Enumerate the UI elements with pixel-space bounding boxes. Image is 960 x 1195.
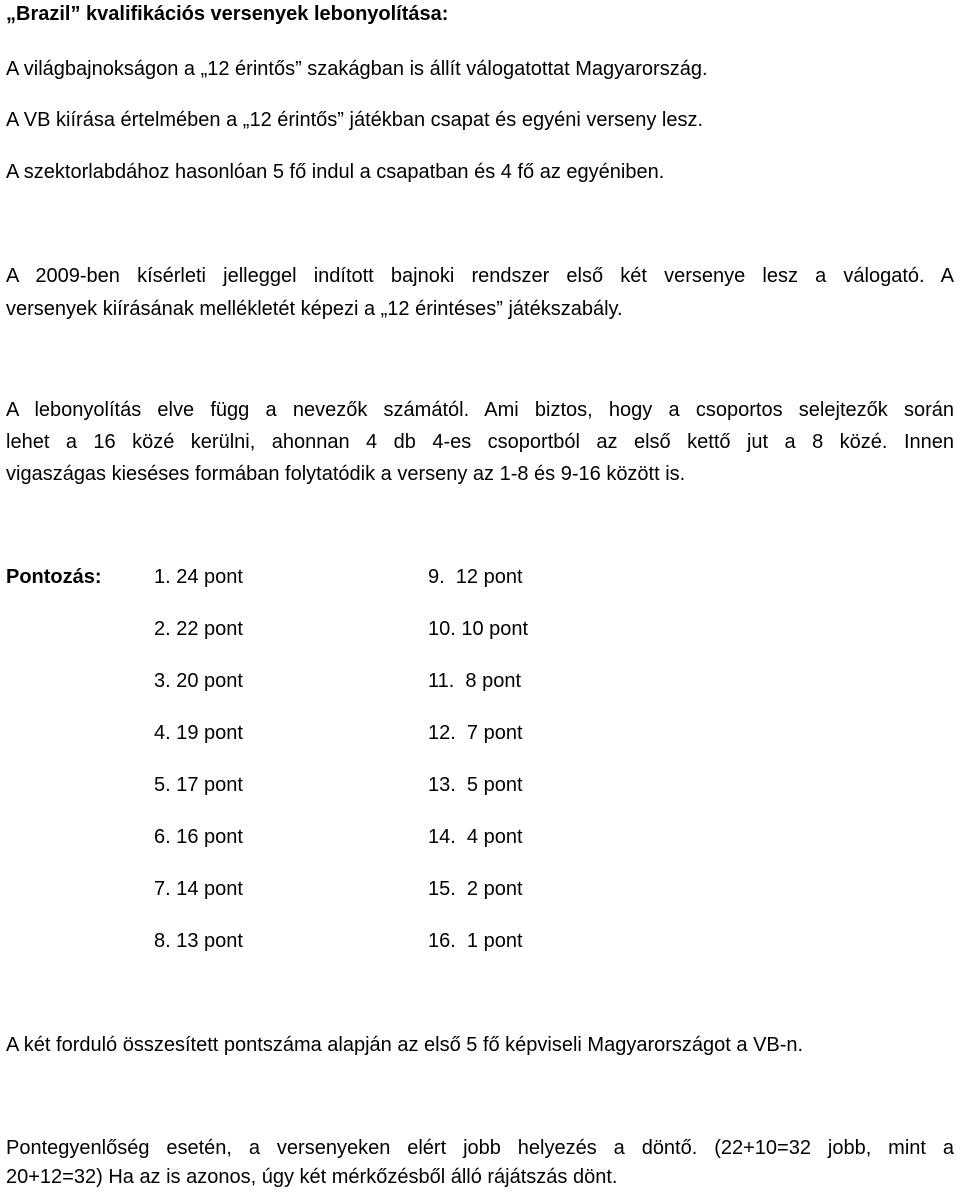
score-item-10: 10. 10 pont xyxy=(428,618,529,640)
format-paragraph-line-3: vigaszágas kieséses formában folytatódik a verseny az 1-8 és 9-16 között is. xyxy=(6,463,686,485)
score-item-9: 9. 12 pont xyxy=(428,566,523,588)
tie-paragraph-line-1: Pontegyenlőség esetén, a versenyeken elért jobb helyezés a döntő. (22+10=32 jobb, mint a xyxy=(6,1137,954,1159)
summary-line: A két forduló összesített pontszáma alapján az első 5 fő képviseli Magyarországot a VB-n. xyxy=(6,1034,804,1056)
score-item-12: 12. 7 pont xyxy=(428,722,523,744)
score-item-3: 3. 20 pont xyxy=(154,670,243,692)
tie-paragraph-line-2: 20+12=32) Ha az is azonos, úgy két mérkőzésből álló rájátszás dönt. xyxy=(6,1166,618,1188)
score-item-11: 11. 8 pont xyxy=(428,670,522,692)
score-item-7: 7. 14 pont xyxy=(154,878,243,900)
score-item-5: 5. 17 pont xyxy=(154,774,243,796)
score-item-2: 2. 22 pont xyxy=(154,618,243,640)
score-item-8: 8. 13 pont xyxy=(154,930,243,952)
format-paragraph-line-2: lehet a 16 közé kerülni, ahonnan 4 db 4-es csoportból az első kettő jut a 8 közé. Innen xyxy=(6,431,954,453)
system-paragraph-line-1: A 2009-ben kísérleti jelleggel indított bajnoki rendszer első két versenye lesz a válogató. A xyxy=(6,265,954,287)
scoring-label: Pontozás: xyxy=(6,566,102,588)
system-paragraph-line-2: versenyek kiírásának mellékletét képezi a „12 érintéses” játékszabály. xyxy=(6,298,623,320)
score-item-6: 6. 16 pont xyxy=(154,826,243,848)
score-item-16: 16. 1 pont xyxy=(428,930,523,952)
document-title: „Brazil” kvalifikációs versenyek lebonyolítása: xyxy=(6,3,449,25)
score-item-15: 15. 2 pont xyxy=(428,878,523,900)
format-paragraph-line-1: A lebonyolítás elve függ a nevezők számától. Ami biztos, hogy a csoportos selejtezők során xyxy=(6,399,954,421)
score-item-4: 4. 19 pont xyxy=(154,722,243,744)
score-item-13: 13. 5 pont xyxy=(428,774,523,796)
score-item-1: 1. 24 pont xyxy=(154,566,243,588)
intro-line-2: A VB kiírása értelmében a „12 érintős” játékban csapat és egyéni verseny lesz. xyxy=(6,109,704,131)
score-item-14: 14. 4 pont xyxy=(428,826,523,848)
intro-line-3: A szektorlabdához hasonlóan 5 fő indul a csapatban és 4 fő az egyéniben. xyxy=(6,161,665,183)
intro-line-1: A világbajnokságon a „12 érintős” szakágban is állít válogatottat Magyarország. xyxy=(6,58,708,80)
